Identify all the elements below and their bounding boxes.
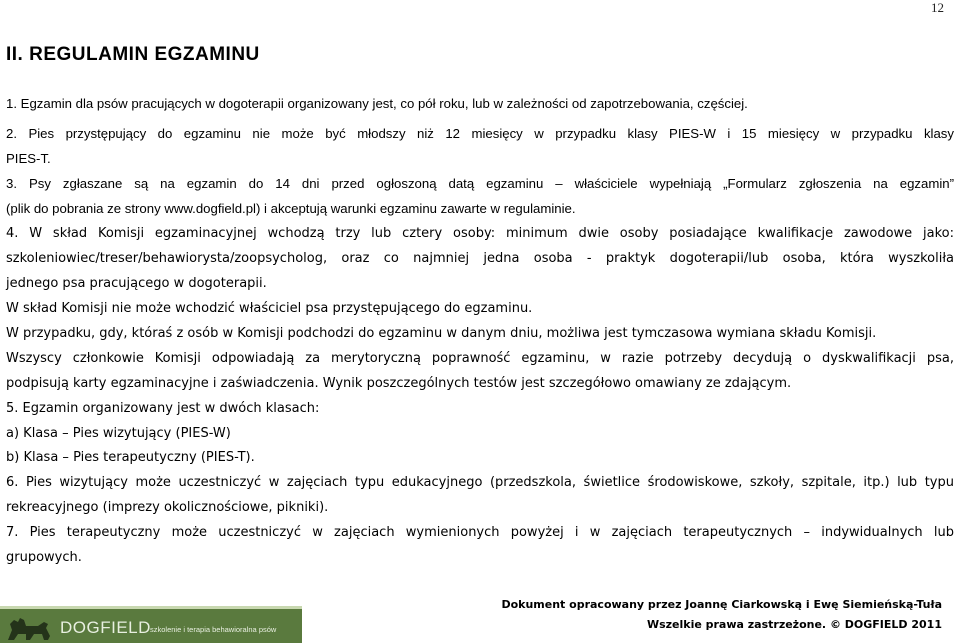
footer-rights: Wszelkie prawa zastrzeżone. © DOGFIELD 2011	[646, 618, 942, 631]
text-line: 1. Egzamin dla psów pracujących w dogoterapii organizowany jest, co pół roku, lub w zależności od zapotrzebowania, częściej.	[6, 96, 748, 111]
logo-subtitle: szkolenie i terapia behawioralna psów	[150, 625, 277, 634]
section-heading: II. REGULAMIN EGZAMINU	[6, 44, 260, 65]
page-number: 12	[931, 0, 944, 15]
dog-silhouette-icon	[4, 612, 56, 643]
text-line: (plik do pobrania ze strony www.dogfield.pl) i akceptują warunki egzaminu zawarte w regulaminie.	[6, 201, 576, 216]
text-line: 4. W skład Komisji egzaminacyjnej wchodzą trzy lub cztery osoby: minimum dwie osoby posiadające kwalifikacje zawodowe jako:	[6, 226, 954, 241]
footer-authors: Dokument opracowany przez Joannę Ciarkowską i Ewę Siemieńską-Tuła	[501, 598, 942, 611]
text-line: 3. Psy zgłaszane są na egzamin do 14 dni przed ogłoszoną datą egzaminu – właściciele wypełniają „Formularz zgłoszenia na egzamin”	[6, 176, 954, 191]
text-line: jednego psa pracującego w dogoterapii.	[6, 276, 267, 291]
text-line: grupowych.	[6, 550, 82, 565]
text-line: 2. Pies przystępujący do egzaminu nie może być młodszy niż 12 miesięcy w przypadku klasy PIES-W i 15 miesięcy w przypadku klasy	[6, 126, 954, 141]
text-line: W przypadku, gdy, któraś z osób w Komisji podchodzi do egzaminu w danym dniu, możliwa jest tymczasowa wymiana składu Komisji.	[6, 326, 877, 341]
text-line: 5. Egzamin organizowany jest w dwóch klasach:	[6, 401, 320, 416]
text-line: a) Klasa – Pies wizytujący (PIES-W)	[6, 426, 231, 441]
text-line: rekreacyjnego (imprezy okolicznościowe, pikniki).	[6, 500, 329, 515]
text-line: 7. Pies terapeutyczny może uczestniczyć w zajęciach wymienionych powyżej i w zajęciach terapeutycznych – indywidualnych lub	[6, 525, 954, 540]
text-line: Wszyscy członkowie Komisji odpowiadają za merytoryczną poprawność egzaminu, w razie potrzeby decydują o dyskwalifikacji psa,	[6, 351, 954, 366]
text-line: szkoleniowiec/treser/behawiorysta/zoopsycholog, oraz co najmniej jedna osoba - praktyk dogoterapii/lub osoba, która wyszkoliła	[6, 251, 954, 266]
logo-title: DOGFIELD	[60, 618, 151, 637]
logo-stripe	[0, 606, 302, 609]
text-line: b) Klasa – Pies terapeutyczny (PIES-T).	[6, 450, 255, 465]
text-line: W skład Komisji nie może wchodzić właściciel psa przystępującego do egzaminu.	[6, 301, 533, 316]
text-line: PIES-T.	[6, 151, 51, 166]
text-line: podpisują karty egzaminacyjne i zaświadczenia. Wynik poszczególnych testów jest szczegółowo omawiany ze zdającym.	[6, 376, 792, 391]
text-line: 6. Pies wizytujący może uczestniczyć w zajęciach typu edukacyjnego (przedszkola, świetlice środowiskowe, szkoły, szpitale, itp.) lub typu	[6, 475, 954, 490]
dogfield-logo	[0, 606, 302, 643]
